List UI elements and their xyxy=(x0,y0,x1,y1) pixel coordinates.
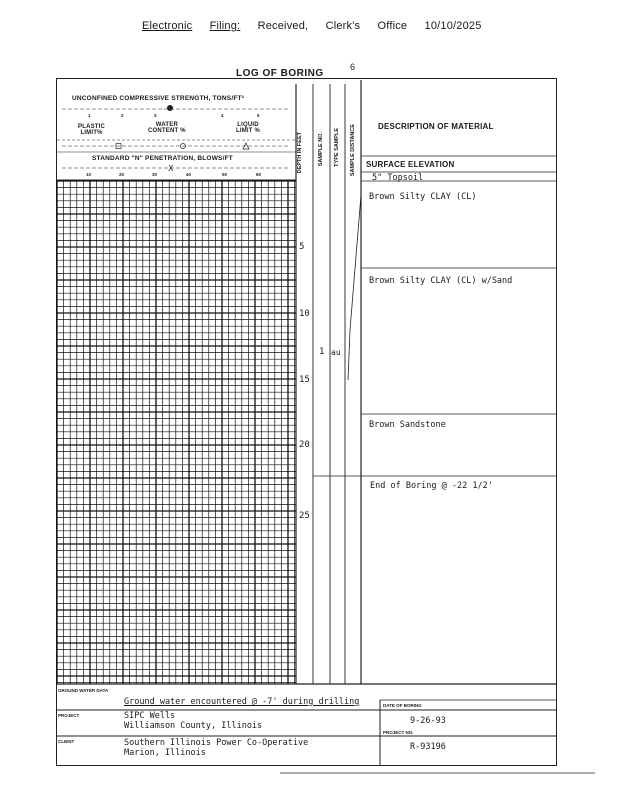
material-description: 5" Topsoil xyxy=(372,173,424,183)
spt-x-icon: X xyxy=(168,164,174,173)
depth-mark: 20 xyxy=(299,440,310,450)
depth-mark: 25 xyxy=(299,511,310,521)
date-of-boring-label: DATE OF BORING xyxy=(383,703,422,708)
material-description: End of Boring @ -22 1/2' xyxy=(370,481,493,491)
strength-tick: 3 xyxy=(154,113,157,118)
spt-tick: 40 xyxy=(186,172,192,177)
project-number-label: PROJECT NO. xyxy=(383,730,414,735)
depth-mark: 5 xyxy=(299,242,305,252)
filing-filing: Filing: xyxy=(209,20,241,32)
date-of-boring-value: 9-26-93 xyxy=(410,716,446,726)
filing-received: Received, xyxy=(257,20,309,32)
project-line: SIPC Wells xyxy=(124,711,176,721)
sample-number: 1 xyxy=(319,347,325,357)
surface-elevation-label: SURFACE ELEVATION xyxy=(366,160,455,169)
spt-tick: 30 xyxy=(152,172,158,177)
project-number-value: R-93196 xyxy=(410,742,446,752)
log-title: LOG OF BORING xyxy=(236,68,324,79)
spt-tick: 10 xyxy=(86,172,92,177)
client-line: Southern Illinois Power Co-Operative xyxy=(124,738,309,748)
sample-type: au xyxy=(331,348,341,357)
project-line: Williamson County, Illinois xyxy=(124,721,263,731)
strength-tick: 1 xyxy=(88,113,91,118)
material-description: Brown Silty CLAY (CL) w/Sand xyxy=(369,276,513,286)
strength-tick: 2 xyxy=(121,113,124,118)
depth-mark: 10 xyxy=(299,309,310,319)
unconfined-strength-label: UNCONFINED COMPRESSIVE STRENGTH, TONS/FT² xyxy=(72,95,245,102)
filing-clerks: Clerk's xyxy=(325,20,361,32)
filing-electronic: Electronic xyxy=(142,20,193,32)
spt-tick: 20 xyxy=(119,172,125,177)
material-description: Brown Silty CLAY (CL) xyxy=(369,192,477,202)
strength-tick: 4 xyxy=(221,113,224,118)
filing-office: Office xyxy=(377,20,408,32)
sample-no-column-header: SAMPLE NO. xyxy=(318,132,324,167)
standard-penetration-label: STANDARD "N" PENETRATION, BLOWS/FT xyxy=(92,155,233,162)
filing-date: 10/10/2025 xyxy=(424,20,482,32)
material-description: Brown Sandstone xyxy=(369,420,446,430)
water-content-label: WATER CONTENT % xyxy=(148,122,186,134)
project-label: PROJECT xyxy=(58,713,80,718)
strength-tick: 5 xyxy=(257,113,260,118)
client-line: Marion, Illinois xyxy=(124,748,206,758)
depth-column-header: DEPTH IN FEET xyxy=(297,132,303,174)
type-sample-column-header: TYPE SAMPLE xyxy=(334,128,340,167)
depth-mark: 15 xyxy=(299,375,310,385)
plastic-limit-label: PLASTIC LIMIT% xyxy=(78,124,106,136)
description-header: DESCRIPTION OF MATERIAL xyxy=(378,122,494,131)
spt-tick: 50 xyxy=(222,172,228,177)
spt-tick: 60 xyxy=(256,172,262,177)
ground-water-label: GROUND WATER DATA xyxy=(58,688,109,693)
sample-distance-column-header: SAMPLE DISTANCE xyxy=(350,124,356,177)
liquid-limit-label: LIQUID LIMIT % xyxy=(236,122,261,134)
client-label: CLIENT xyxy=(58,739,75,744)
boring-number: 6 xyxy=(350,62,356,72)
ground-water-text: Ground water encountered @ -7' during drilling xyxy=(124,697,360,707)
strength-symbol-icon xyxy=(167,105,173,111)
